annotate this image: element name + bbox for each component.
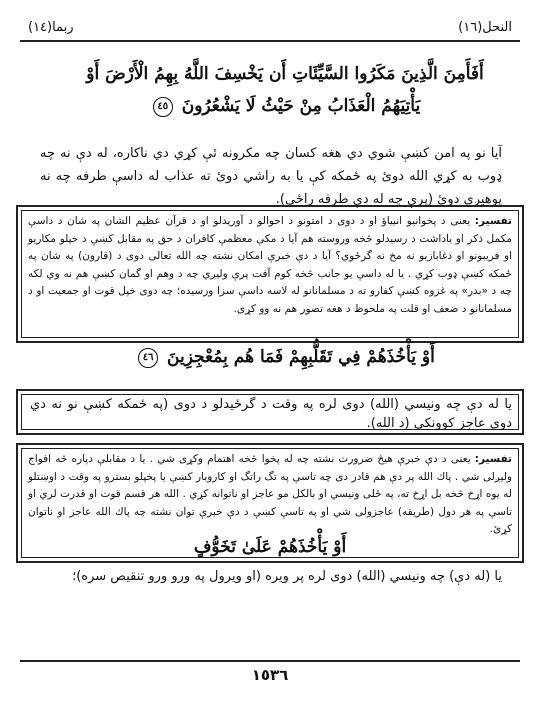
footer-divider bbox=[20, 660, 520, 662]
tafsir-1 bbox=[28, 213, 512, 318]
juz-label: ربما(١٤) bbox=[28, 20, 74, 35]
tafsir-label: تفسير: bbox=[474, 453, 512, 465]
header-divider bbox=[20, 40, 520, 42]
verse-arabic-3: أَوْ يَأْخُذَهُمْ عَلَىٰ تَخَوُّفٍ bbox=[193, 537, 347, 557]
surah-label: النحل(١٦) bbox=[458, 20, 512, 35]
tafsir-1-text: يعنى د پخوانيو انبياؤ او د دوى د امتونو د احوالو د آوريدلو او د قرآن عظيم الشان په شان د داسې مكمل ذكر او ياداشت د رسيدلو څخه وروسته هم آيا د مكې معظمې كافران د حق په مقابل كښې د خپلو مكاريو او فريبونو او دغابازيو نه مخ نه گرځوي؟ آيا د دې خبرې امكان نشته چه الله تعالى دوى د (قارون) په شان په ځمكه كښې ډوب كړي . يا له داسې يو جانب څخه كوم آفت پرې وليږي چه د وهم او گمان كښې هم نه وي لكه چه د «بدر» په غزوه كښې كفارو ته د مسلمانانو له لاسه داسې سزا ورسيده؛ چه دوى خپل قوت او جمعيت او د مسلمانانو د ضعف او قلت په ملحوظ د هغه تصور هم نه وو كړى. bbox=[28, 215, 512, 315]
tafsir-label: تفسير: bbox=[474, 215, 512, 227]
tafsir-box-1 bbox=[16, 205, 524, 343]
page-header bbox=[20, 16, 520, 42]
verse-arabic-1-text: أَفَأَمِنَ الَّذِينَ مَكَرُوا السَّيِّئَاتِ أَن يَخْسِفَ اللَّهُ بِهِمُ الْأَرْضَ أَوْ يَأْتِيَهُمُ الْعَذَابُ مِنْ حَيْثُ لَا يَشْعُرُونَ bbox=[86, 64, 484, 116]
tafsir-2 bbox=[28, 451, 512, 539]
ayah-number-marker: ٤٦ bbox=[138, 348, 158, 368]
verse-translation-2: يا له دې چه ونيسي (الله) دوى لره په وقت د گرځيدلو د دوى (په ځمكه كښې نو نه دي دوى عاجز كوونكي (د الله). bbox=[30, 397, 512, 431]
verse-arabic-2 bbox=[70, 342, 500, 372]
verse-translation-1: آيا نو په امن كښې شوي دي هغه كسان چه مكرونه ئې كړي دي ناكاره، له دې نه چه ډوب به كړي الله دوئ په ځمكه كې يا به راشي دوئ ته عذاب له داسې طرفه چه نه پوهيږي دوئ (پرې چه له دې طرفه راځي). bbox=[40, 146, 502, 207]
verse-translation-3: يا (له دې) چه ونيسي (الله) دوى لره پر ويره (او ويرول په ورو ورو تنقيص سره)؛ bbox=[72, 569, 502, 584]
verse-arabic-2-text: أَوْ يَأْخُذَهُمْ فِي تَقَلُّبِهِمْ فَمَا هُم بِمُعْجِزِينَ bbox=[167, 347, 435, 367]
translation-box-2 bbox=[16, 389, 524, 435]
ayah-number-marker: ٤٥ bbox=[153, 97, 173, 117]
page-number: ١٥٣٦ bbox=[251, 666, 289, 684]
tafsir-2-text: يعنى د دې خبرې هيڅ ضرورت نشته چه له پخوا څخه اهتمام وكړى شي . يا د مقابلې دپاره څه افواج وليږلى شي . پاك الله پر دې هم قادر دى چه تاسې په تگ راتگ او كاروبار كښې يا پخپلو بسترو په وقت د اوښتلو له يوه اړخ څخه بل اړخ ته، په ځلى ونيسي او بالكل مو عاجز او ناتوانه كړي . الله هر قسم قوت او قدرت لري او تاسې په هر دول (طريقه) عاجزولى شي او په تاسې كښې د دې خبرې توان نشته چه پاك الله عاجز او ناتوان كړئ. bbox=[28, 453, 512, 535]
verse-arabic-1 bbox=[70, 58, 500, 122]
